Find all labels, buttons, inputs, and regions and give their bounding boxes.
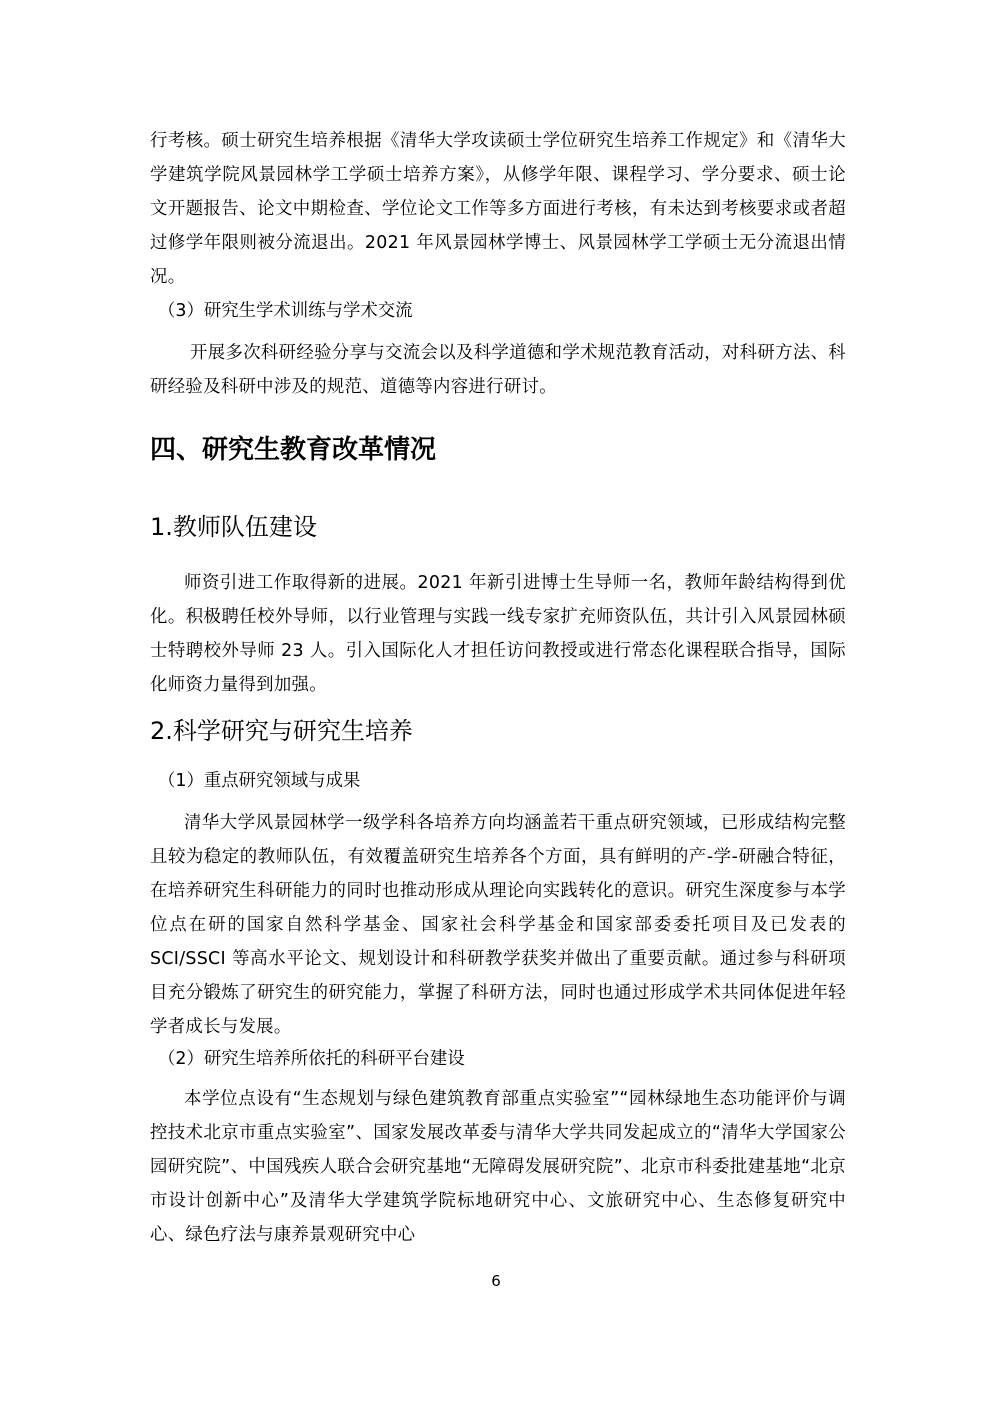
section-heading-reform: 四、研究生教育改革情况 (150, 435, 437, 465)
paragraph-research-platform: 本学位点设有“生态规划与绿色建筑教育部重点实验室”“园林绿地生态功能评价与调控技术北京市重点实验室”、国家发展改革委与清华大学共同发起成立的“清华大学国家公园研究院”、中国残疾人联合会研究基地“无障碍发展研究院”、北京市科委批建基地“北京市设计创新中心”及清华大学建筑学院标地研究中心、文旅研究中心、生态修复研究中心、绿色疗法与康养景观研究中心 (150, 1089, 846, 1245)
paragraph-faculty: 师资引进工作取得新的进展。2021 年新引进博士生导师一名，教师年龄结构得到优化。积极聘任校外导师，以行业管理与实践一线专家扩充师资队伍，共计引入风景园林硕士特聘校外导师 23 人。引入国际化人才担任访问教授或进行常态化课程联合指导，国际化师资力量得到加强。 (150, 573, 846, 695)
paragraph-key-research: 清华大学风景园林学一级学科各培养方向均涵盖若干重点研究领域，已形成结构完整且较为稳定的教师队伍，有效覆盖研究生培养各个方面，具有鲜明的产-学-研融合特征，在培养研究生科研能力的同时也推动形成从理论向实践转化的意识。研究生深度参与本学位点在研的国家自然科学基金、国家社会科学基金和国家部委委托项目及已发表的 SCI/SSCI 等高水平论文、规划设计和科研教学获奖并做出了重要贡献。通过参与科研项目充分锻炼了研究生的研究能力，掌握了科研方法，同时也通过形成学术共同体促进年轻学者成长与发展。 (150, 813, 846, 1037)
paragraph-academic-training: 开展多次科研经验分享与交流会以及科学道德和学术规范教育活动，对科研方法、科研经验及科研中涉及的规范、道德等内容进行研讨。 (150, 343, 846, 397)
heading-faculty: 1.教师队伍建设 (150, 513, 317, 541)
paragraph-assessment: 行考核。硕士研究生培养根据《清华大学攻读硕士学位研究生培养工作规定》和《清华大学建筑学院风景园林学工学硕士培养方案》，从修学年限、课程学习、学分要求、硕士论文开题报告、论文中期检查、学位论文工作等多方面进行考核，有未达到考核要求或者超过修学年限则被分流退出。2021 年风景园林学博士、风景园林学工学硕士无分流退出情况。 (150, 131, 846, 287)
subheading-research-platform: （2）研究生培养所依托的科研平台建设 (158, 1049, 465, 1069)
page-number: 6 (491, 1272, 501, 1290)
heading-research: 2.科学研究与研究生培养 (150, 717, 413, 745)
subheading-academic-training: （3）研究生学术训练与学术交流 (158, 301, 413, 321)
subheading-key-research: （1）重点研究领域与成果 (158, 771, 361, 791)
